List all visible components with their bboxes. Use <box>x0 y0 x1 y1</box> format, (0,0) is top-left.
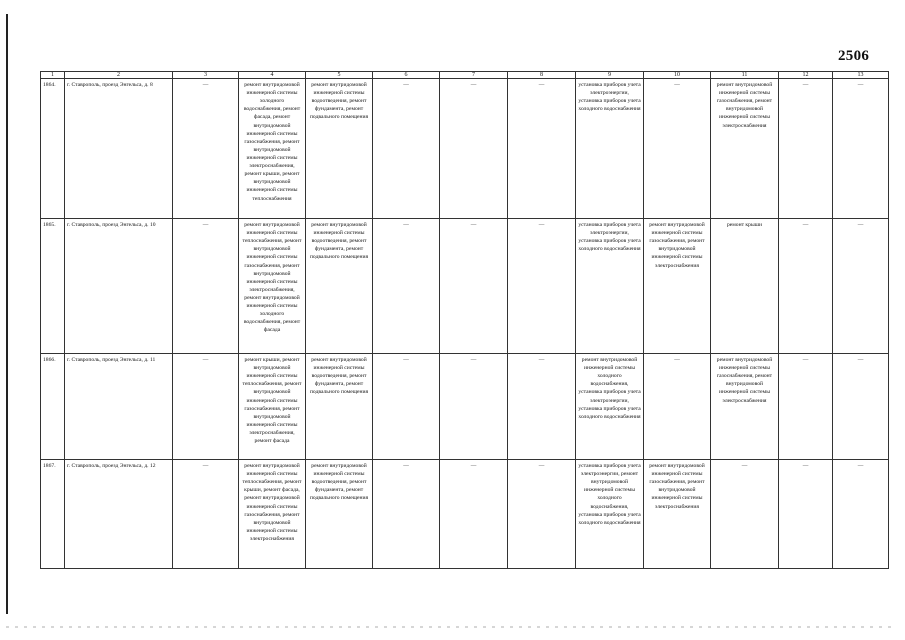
cell-col9: ремонт внутридомовой инженерной системы холодного водоснабжения, установка приборов учета электроэнергии, установка приборов учета холодного водоснабжения <box>576 354 644 460</box>
column-number: 11 <box>711 72 779 79</box>
column-number-row <box>41 72 889 79</box>
cell-col10: — <box>644 354 711 460</box>
cell-col6: — <box>373 79 440 219</box>
cell-col3: — <box>173 460 239 569</box>
cell-col10: — <box>644 79 711 219</box>
cell-col7: — <box>440 79 508 219</box>
cell-col8: — <box>508 79 576 219</box>
table-row <box>41 219 889 354</box>
cell-col12: — <box>779 354 833 460</box>
address-cell: г. Ставрополь, проезд Энгельса, д. 8 <box>65 79 173 219</box>
row-number: 1864. <box>41 79 65 219</box>
column-number: 1 <box>41 72 65 79</box>
column-number: 7 <box>440 72 508 79</box>
column-number: 2 <box>65 72 173 79</box>
cell-col11: — <box>711 460 779 569</box>
cell-col5: ремонт внутридомовой инженерной системы водоотведения, ремонт фундамента, ремонт подвального помещения <box>306 219 373 354</box>
cell-col6: — <box>373 354 440 460</box>
scan-bottom-edge <box>6 626 896 628</box>
cell-col9: установка приборов учета электроэнергии, установка приборов учета холодного водоснабжения <box>576 219 644 354</box>
column-number: 4 <box>239 72 306 79</box>
cell-col4: ремонт внутридомовой инженерной системы холодного водоснабжения, ремонт фасада, ремонт внутридомовой инженерной системы газоснабжения, ремонт внутридомовой инженерной системы электроснабжения, ремонт крыши, ремонт внутридомовой инженерной системы теплоснабжения <box>239 79 306 219</box>
cell-col4: ремонт крыши, ремонт внутридомовой инженерной системы теплоснабжения, ремонт внутридомовой инженерной системы газоснабжения, ремонт внутридомовой инженерной системы электроснабжения, ремонт фасада <box>239 354 306 460</box>
column-number: 8 <box>508 72 576 79</box>
cell-col13: — <box>833 219 889 354</box>
cell-col8: — <box>508 219 576 354</box>
cell-col12: — <box>779 219 833 354</box>
cell-col11: ремонт внутридомовой инженерной системы газоснабжения, ремонт внутридомовой инженерной системы электроснабжения <box>711 354 779 460</box>
cell-col6: — <box>373 219 440 354</box>
cell-col5: ремонт внутридомовой инженерной системы водоотведения, ремонт фундамента, ремонт подвального помещения <box>306 354 373 460</box>
cell-col10: ремонт внутридомовой инженерной системы газоснабжения, ремонт внутридомовой инженерной системы электроснабжения <box>644 460 711 569</box>
column-number: 12 <box>779 72 833 79</box>
row-number: 1865. <box>41 219 65 354</box>
scan-margin-line <box>6 14 8 614</box>
cell-col7: — <box>440 460 508 569</box>
cell-col10: ремонт внутридомовой инженерной системы газоснабжения, ремонт внутридомовой инженерной системы электроснабжения <box>644 219 711 354</box>
row-number: 1866. <box>41 354 65 460</box>
table-row <box>41 79 889 219</box>
table-row <box>41 460 889 569</box>
cell-col11: ремонт крыши <box>711 219 779 354</box>
column-number: 10 <box>644 72 711 79</box>
cell-col13: — <box>833 460 889 569</box>
address-cell: г. Ставрополь, проезд Энгельса, д. 10 <box>65 219 173 354</box>
address-cell: г. Ставрополь, проезд Энгельса, д. 11 <box>65 354 173 460</box>
column-number: 13 <box>833 72 889 79</box>
cell-col7: — <box>440 354 508 460</box>
address-cell: г. Ставрополь, проезд Энгельса, д. 12 <box>65 460 173 569</box>
cell-col13: — <box>833 79 889 219</box>
column-number: 9 <box>576 72 644 79</box>
table-row <box>41 354 889 460</box>
cell-col9: установка приборов учета электроэнергии, ремонт внутридомовой инженерной системы холодного водоснабжения, установка приборов учета холодного водоснабжения <box>576 460 644 569</box>
column-number: 6 <box>373 72 440 79</box>
cell-col8: — <box>508 354 576 460</box>
cell-col3: — <box>173 354 239 460</box>
cell-col6: — <box>373 460 440 569</box>
cell-col5: ремонт внутридомовой инженерной системы водоотведения, ремонт фундамента, ремонт подвального помещения <box>306 79 373 219</box>
cell-col13: — <box>833 354 889 460</box>
page-number: 2506 <box>838 48 870 64</box>
cell-col4: ремонт внутридомовой инженерной системы теплоснабжения, ремонт крыши, ремонт фасада, ремонт внутридомовой инженерной системы газоснабжения, ремонт внутридомовой инженерной системы электроснабжения <box>239 460 306 569</box>
repair-plan-table <box>40 71 889 569</box>
cell-col9: установка приборов учета электроэнергии, установка приборов учета холодного водоснабжения <box>576 79 644 219</box>
row-number: 1867. <box>41 460 65 569</box>
cell-col12: — <box>779 460 833 569</box>
cell-col7: — <box>440 219 508 354</box>
cell-col3: — <box>173 219 239 354</box>
cell-col12: — <box>779 79 833 219</box>
column-number: 3 <box>173 72 239 79</box>
cell-col8: — <box>508 460 576 569</box>
cell-col11: ремонт внутридомовой инженерной системы газоснабжения, ремонт внутридомовой инженерной системы электроснабжения <box>711 79 779 219</box>
cell-col5: ремонт внутридомовой инженерной системы водоотведения, ремонт фундамента, ремонт подвального помещения <box>306 460 373 569</box>
column-number: 5 <box>306 72 373 79</box>
cell-col4: ремонт внутридомовой инженерной системы теплоснабжения, ремонт внутридомовой инженерной системы газоснабжения, ремонт внутридомовой инженерной системы электроснабжения, ремонт внутридомовой инженерной системы холодного водоснабжения, ремонт фасада <box>239 219 306 354</box>
cell-col3: — <box>173 79 239 219</box>
